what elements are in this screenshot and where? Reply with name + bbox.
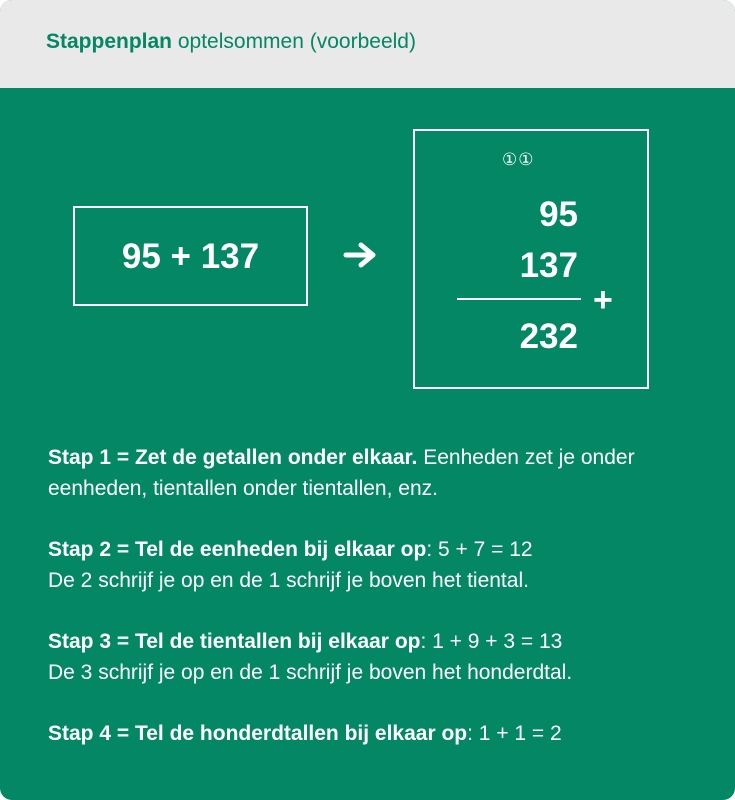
step-1 (48, 442, 698, 504)
top-number: 95 (539, 195, 578, 234)
bottom-number: 137 (519, 246, 578, 285)
step-body: : 1 + 1 = 2 (467, 722, 562, 745)
header-bar (0, 0, 735, 88)
step-heading: Stap 1 = Zet de getallen onder elkaar. (48, 446, 418, 469)
title-bold: Stappenplan (46, 30, 173, 53)
result-number: 232 (519, 317, 578, 356)
step-body: : 1 + 9 + 3 = 13 (420, 630, 563, 653)
plus-sign: + (593, 281, 613, 319)
sum-expression: 95 + 137 (121, 237, 260, 276)
arrow-right-icon (343, 241, 379, 269)
step-2 (48, 534, 698, 596)
step-detail: De 3 schrijf je op en de 1 schrijf je boven het honderdtal. (48, 661, 573, 684)
step-body: : 5 + 7 = 12 (426, 538, 533, 561)
carry-digits: ①① (502, 150, 535, 169)
step-heading: Stap 2 = Tel de eenheden bij elkaar op (48, 538, 427, 561)
step-heading: Stap 3 = Tel de tientallen bij elkaar op (48, 630, 421, 653)
step-heading: Stap 4 = Tel de honderdtallen bij elkaar op (48, 722, 468, 745)
step-detail: De 2 schrijf je op en de 1 schrijf je boven het tiental. (48, 569, 529, 592)
step-3 (48, 626, 698, 688)
title-rest: optelsommen (voorbeeld) (172, 30, 416, 53)
steps-list (48, 442, 698, 779)
page-title (46, 30, 416, 54)
sum-line (457, 298, 581, 300)
step-body: Eenheden zet je onder eenheden, tientallen onder tientallen, enz. (48, 446, 635, 500)
sum-box (73, 206, 308, 306)
step-4 (48, 718, 698, 749)
